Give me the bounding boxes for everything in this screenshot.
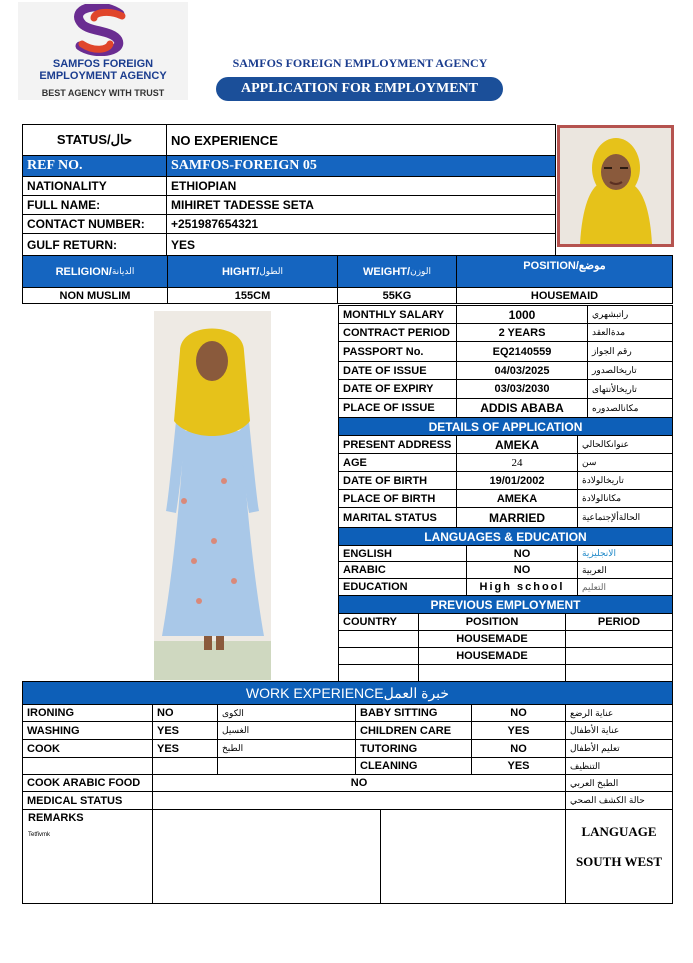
work-skill: CHILDREN CARE bbox=[355, 721, 472, 740]
app-ar: مكانالولادة bbox=[577, 489, 673, 508]
app-value: 24 bbox=[456, 453, 578, 472]
app-ar: تاريخالولادة bbox=[577, 471, 673, 490]
height-header bbox=[167, 255, 338, 288]
language-value: SOUTH WEST bbox=[575, 854, 663, 869]
remarks-small: Tetfivmk bbox=[28, 832, 51, 838]
app-label: AGE bbox=[338, 453, 457, 472]
remarks-box bbox=[22, 809, 153, 904]
prev-period bbox=[565, 664, 673, 682]
previous-heading: PREVIOUS EMPLOYMENT bbox=[338, 595, 673, 614]
app-ar: سن bbox=[577, 453, 673, 472]
logo-line2: EMPLOYMENT AGENCY bbox=[39, 70, 167, 82]
person-full-body-icon bbox=[154, 311, 271, 680]
religion-ar: الديانة bbox=[111, 266, 135, 276]
cook-arabic-label: COOK ARABIC FOOD bbox=[22, 774, 153, 792]
status-label: STATUS/حال bbox=[22, 124, 167, 156]
languages-heading: LANGUAGES & EDUCATION bbox=[338, 527, 673, 546]
work-skill-ar bbox=[217, 757, 356, 775]
cook-arabic-ar: الطبخ العربي bbox=[565, 774, 673, 792]
logo-line1: SAMFOS FOREIGN bbox=[52, 58, 154, 70]
detail-label: DATE OF EXPIRY bbox=[338, 379, 457, 399]
ref-label: REF NO. bbox=[22, 155, 167, 177]
fullname-value: MIHIRET TADESSE SETA bbox=[166, 195, 556, 215]
prev-col-period: PERIOD bbox=[565, 613, 673, 631]
remarks-field-1[interactable] bbox=[152, 809, 381, 904]
app-value: AMEKA bbox=[456, 489, 578, 508]
work-skill-value bbox=[152, 757, 218, 775]
app-value: 19/01/2002 bbox=[456, 471, 578, 490]
detail-label: PLACE OF ISSUE bbox=[338, 398, 457, 418]
work-skill-value: YES bbox=[471, 721, 566, 740]
prev-position bbox=[418, 664, 566, 682]
lang-ar: الانجليزية bbox=[577, 545, 673, 562]
detail-ar: مدةالعقد bbox=[587, 323, 673, 342]
religion-header bbox=[22, 255, 168, 288]
work-skill-value: YES bbox=[152, 721, 218, 740]
app-label: MARITAL STATUS bbox=[338, 507, 457, 528]
weight-label: WEIGHT/ bbox=[363, 265, 411, 278]
detail-ar: رقم الجواز bbox=[587, 341, 673, 362]
language-box bbox=[565, 809, 673, 904]
work-skill bbox=[22, 757, 153, 775]
detail-ar: مكانالصدوره bbox=[587, 398, 673, 418]
medical-ar: حالة الكشف الصحي bbox=[565, 791, 673, 810]
contact-label: CONTACT NUMBER: bbox=[22, 214, 167, 234]
prev-position: HOUSEMADE bbox=[418, 647, 566, 665]
work-skill-value: NO bbox=[471, 704, 566, 722]
app-ar: عنوانكالحالي bbox=[577, 435, 673, 454]
lang-ar: التعليم bbox=[577, 578, 673, 596]
position-value: HOUSEMAID bbox=[456, 287, 673, 304]
detail-ar: راتبشهري bbox=[587, 305, 673, 324]
work-skill: WASHING bbox=[22, 721, 153, 740]
height-value: 155CM bbox=[167, 287, 338, 304]
height-ar: الطول bbox=[259, 266, 284, 276]
detail-label: DATE OF ISSUE bbox=[338, 361, 457, 380]
work-skill: IRONING bbox=[22, 704, 153, 722]
app-label: PLACE OF BIRTH bbox=[338, 489, 457, 508]
app-label: DATE OF BIRTH bbox=[338, 471, 457, 490]
contact-value: +251987654321 bbox=[166, 214, 556, 234]
app-label: PRESENT ADDRESS bbox=[338, 435, 457, 454]
detail-value: 2 YEARS bbox=[456, 323, 588, 342]
fullname-label: FULL NAME: bbox=[22, 195, 167, 215]
work-skill-ar: الكوى bbox=[217, 704, 356, 722]
app-value: MARRIED bbox=[456, 507, 578, 528]
detail-label: PASSPORT No. bbox=[338, 341, 457, 362]
prev-period bbox=[565, 630, 673, 648]
form-title: APPLICATION FOR EMPLOYMENT bbox=[216, 77, 503, 101]
cook-arabic-value: NO bbox=[152, 774, 566, 792]
work-skill-ar: التنظيف bbox=[565, 757, 673, 775]
work-skill-value: YES bbox=[471, 757, 566, 775]
medical-label: MEDICAL STATUS bbox=[22, 791, 153, 810]
full-body-photo bbox=[154, 311, 271, 680]
application-heading: DETAILS OF APPLICATION bbox=[338, 417, 673, 436]
logo-tagline: BEST AGENCY WITH TRUST bbox=[41, 88, 165, 98]
detail-value: ADDIS ABABA bbox=[456, 398, 588, 418]
work-skill: COOK bbox=[22, 739, 153, 758]
prev-position: HOUSEMADE bbox=[418, 630, 566, 648]
nationality-label: NATIONALITY bbox=[22, 176, 167, 196]
lang-value: NO bbox=[466, 561, 578, 579]
detail-label: MONTHLY SALARY bbox=[338, 305, 457, 324]
detail-value: EQ2140559 bbox=[456, 341, 588, 362]
agency-logo bbox=[18, 2, 188, 100]
work-skill-ar: عناية الرضع bbox=[565, 704, 673, 722]
weight-value: 55KG bbox=[337, 287, 457, 304]
remarks-label: REMARKS bbox=[28, 812, 84, 824]
position-header: POSITION/موضع bbox=[456, 255, 673, 288]
work-heading-en: WORK EXPERIENCE bbox=[245, 685, 384, 701]
ref-value: SAMFOS-FOREIGN 05 bbox=[166, 155, 556, 177]
logo-mark-icon bbox=[60, 4, 142, 56]
detail-value: 04/03/2025 bbox=[456, 361, 588, 380]
religion-label: RELIGION/ bbox=[55, 265, 112, 278]
lang-value: NO bbox=[466, 545, 578, 562]
detail-ar: تاريخالصدور bbox=[587, 361, 673, 380]
work-skill: BABY SITTING bbox=[355, 704, 472, 722]
prev-col-position: POSITION bbox=[418, 613, 566, 631]
weight-header bbox=[337, 255, 457, 288]
lang-value: High school bbox=[466, 578, 578, 596]
work-skill-ar: الطبخ bbox=[217, 739, 356, 758]
detail-value: 03/03/2030 bbox=[456, 379, 588, 399]
medical-value bbox=[152, 791, 566, 810]
detail-value: 1000 bbox=[456, 305, 588, 324]
weight-ar: الوزن bbox=[410, 266, 431, 276]
prev-period bbox=[565, 647, 673, 665]
work-skill: CLEANING bbox=[355, 757, 472, 775]
app-value: AMEKA bbox=[456, 435, 578, 454]
prev-country bbox=[338, 630, 419, 648]
app-ar: الحالةألإجتماعية bbox=[577, 507, 673, 528]
nationality-value: ETHIOPIAN bbox=[166, 176, 556, 196]
lang-label: EDUCATION bbox=[338, 578, 467, 596]
lang-label: ARABIC bbox=[338, 561, 467, 579]
lang-ar: العربية bbox=[577, 561, 673, 579]
work-skill-value: YES bbox=[152, 739, 218, 758]
passport-photo bbox=[557, 125, 674, 247]
religion-value: NON MUSLIM bbox=[22, 287, 168, 304]
detail-ar: تاريخالأنتهاى bbox=[587, 379, 673, 399]
work-skill-ar: الغسيل bbox=[217, 721, 356, 740]
language-label: LANGUAGE bbox=[581, 824, 657, 839]
work-skill-ar: تعليم الأطفال bbox=[565, 739, 673, 758]
prev-col-country: COUNTRY bbox=[338, 613, 419, 631]
work-heading bbox=[22, 681, 673, 705]
work-skill-value: NO bbox=[152, 704, 218, 722]
status-value: NO EXPERIENCE bbox=[166, 124, 556, 156]
height-label: HIGHT/ bbox=[221, 265, 260, 278]
prev-country bbox=[338, 664, 419, 682]
prev-country bbox=[338, 647, 419, 665]
work-skill-ar: عناية الأطفال bbox=[565, 721, 673, 740]
work-heading-ar: خبرة العمل bbox=[383, 684, 450, 701]
work-skill: TUTORING bbox=[355, 739, 472, 758]
gulf-value: YES bbox=[166, 233, 556, 255]
lang-label: ENGLISH bbox=[338, 545, 467, 562]
remarks-field-2[interactable] bbox=[380, 809, 566, 904]
gulf-label: GULF RETURN: bbox=[22, 233, 167, 255]
detail-label: CONTRACT PERIOD bbox=[338, 323, 457, 342]
agency-name: SAMFOS FOREIGN EMPLOYMENT AGENCY bbox=[232, 56, 488, 70]
work-skill-value: NO bbox=[471, 739, 566, 758]
person-portrait-icon bbox=[560, 128, 671, 244]
